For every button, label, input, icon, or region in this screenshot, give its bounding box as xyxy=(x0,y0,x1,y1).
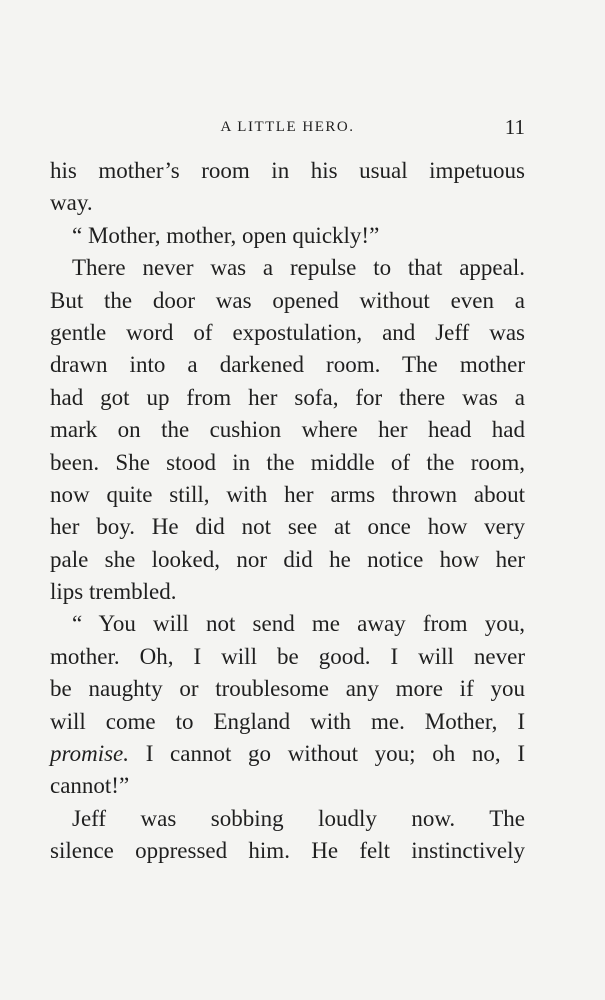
text-line: mark on the cushion where her head had xyxy=(50,417,525,443)
text-line xyxy=(50,738,525,770)
text-line: now quite still, with her arms thrown about xyxy=(50,481,525,507)
text-line: Jeff was sobbing loudly now. The xyxy=(72,805,525,831)
text-line: “ Mother, mother, open quickly!” xyxy=(72,222,380,248)
text-line: be naughty or troublesome any more if you xyxy=(50,676,525,702)
text-line: lips trembled. xyxy=(50,579,177,605)
body-text xyxy=(50,155,525,868)
text-line: his mother’s room in his usual impetuous xyxy=(50,158,525,183)
running-title: A LITTLE HERO. xyxy=(220,119,355,135)
running-head xyxy=(50,115,525,139)
text-line: been. She stood in the middle of the room, xyxy=(50,449,525,475)
text-line: had got up from her sofa, for there was a xyxy=(50,384,525,410)
text-line: cannot!” xyxy=(50,773,130,799)
text-line: her boy. He did not see at once how very xyxy=(50,514,525,540)
text-line: drawn into a darkened room. The mother xyxy=(50,352,525,378)
text-line: “ You will not send me away from you, xyxy=(72,611,525,637)
text-line: There never was a repulse to that appeal. xyxy=(72,255,525,281)
text-line: pale she looked, nor did he notice how her xyxy=(50,546,525,572)
text-line: mother. Oh, I will be good. I will never xyxy=(50,643,525,669)
page-number: 11 xyxy=(504,115,525,139)
text-line: silence oppressed him. He felt instinctively xyxy=(50,838,525,864)
text-line: way. xyxy=(50,190,93,216)
text-line: will come to England with me. Mother, I xyxy=(50,708,525,734)
text-line: But the door was opened without even a xyxy=(50,287,525,313)
text-line: gentle word of expostulation, and Jeff was xyxy=(50,319,525,345)
italic-word: promise. xyxy=(50,741,130,767)
text-span: I cannot go without you; oh no, I xyxy=(129,741,525,767)
